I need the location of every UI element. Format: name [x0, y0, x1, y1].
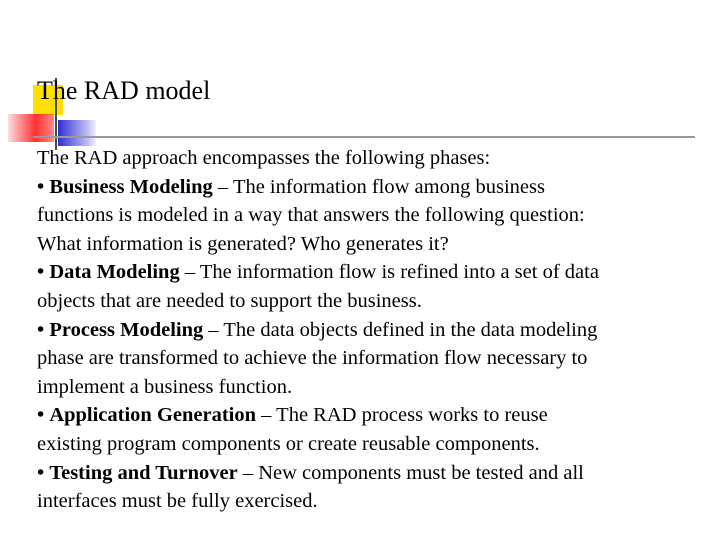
phase-text: objects that are needed to support the business.: [37, 289, 422, 312]
dash: –: [208, 318, 219, 341]
phase-line: [37, 459, 707, 488]
phase-text: The information flow is refined into a set of data: [199, 261, 599, 284]
bullet: •: [37, 175, 45, 198]
phase-text: New components must be tested and all: [258, 461, 584, 484]
phase-term: Process Modeling: [49, 318, 204, 341]
phase-text: implement a business function.: [37, 375, 293, 398]
phase-term: Application Generation: [49, 404, 257, 427]
title-underline: [33, 136, 695, 138]
phase-text: The information flow among business: [232, 175, 545, 198]
phase-term: Testing and Turnover: [49, 461, 238, 484]
phase-text: interfaces must be fully exercised.: [37, 490, 318, 513]
dash: –: [261, 404, 272, 427]
phase-text: functions is modeled in a way that answers the following question:: [37, 204, 585, 227]
phase-line: [37, 258, 707, 287]
phase-term: Business Modeling: [49, 175, 213, 198]
phase-line: [37, 401, 707, 430]
dash: –: [184, 261, 196, 284]
bullet: •: [37, 261, 45, 284]
bullet: •: [37, 404, 45, 427]
phase-line: [37, 173, 707, 202]
phase-text: existing program components or create reusable components.: [37, 432, 540, 455]
phase-line: [37, 316, 707, 345]
phase-term: Data Modeling: [49, 261, 180, 284]
logo-blue-square: [58, 120, 96, 146]
phase-text: What information is generated? Who generates it?: [37, 232, 449, 255]
phase-text: The data objects defined in the data modeling: [223, 318, 598, 341]
phase-text: The RAD process works to reuse: [276, 404, 548, 427]
intro-text: The RAD approach encompasses the following phases:: [37, 147, 491, 169]
bullet: •: [37, 318, 45, 341]
dash: –: [217, 175, 229, 198]
bullet: •: [37, 461, 45, 484]
slide-body: [37, 144, 707, 516]
slide-title: The RAD model: [37, 76, 211, 105]
phase-text: phase are transformed to achieve the information flow necessary to: [37, 347, 588, 370]
dash: –: [242, 461, 254, 484]
